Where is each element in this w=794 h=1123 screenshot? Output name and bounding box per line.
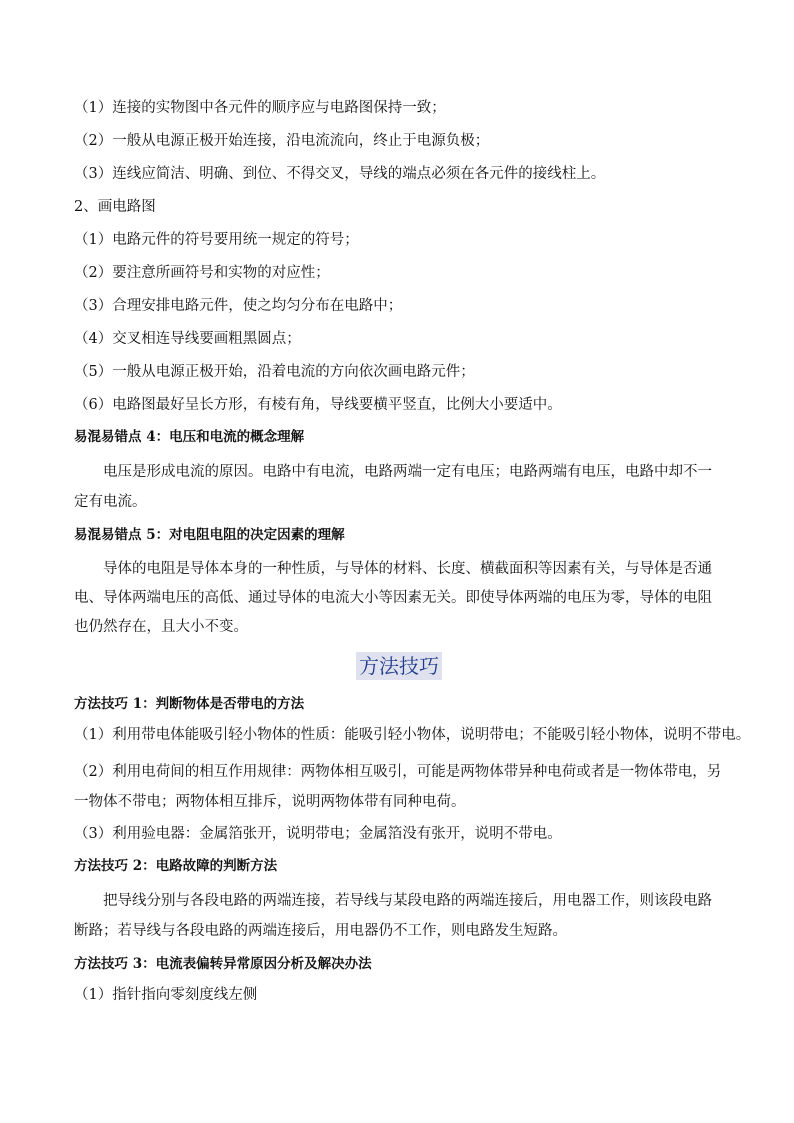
method3-line: （1）指针指向零刻度线左侧 (74, 987, 258, 1003)
methods-section-title: 方法技巧 (356, 652, 442, 680)
methods-section-header (74, 652, 724, 680)
rule-line: （2）要注意所画符号和实物的对应性； (74, 265, 330, 281)
rule-line: （1）电路元件的符号要用统一规定的符号； (74, 232, 359, 248)
method1-title: 方法技巧 1：判断物体是否带电的方法 (74, 696, 305, 712)
rule-line: （5）一般从电源正极开始，沿着电流的方向依次画电路元件； (74, 364, 475, 380)
rule-line: （4）交叉相连导线要画粗黑圆点； (74, 331, 301, 347)
point5-body: 导体的电阻是导体本身的一种性质，与导体的材料、长度、横截面积等因素有关，与导体是否通电、导体两端电压的高低、通过导体的电流大小等因素无关。即使导体两端的电压为零，导体的电阻也仍然存在，且大小不变。 (74, 561, 712, 635)
method2-title: 方法技巧 2：电路故障的判断方法 (74, 858, 278, 874)
rule-line: （2）一般从电源正极开始连接，沿电流流向，终止于电源负极； (74, 133, 490, 149)
rule-line: （3）合理安排电路元件，使之均匀分布在电路中； (74, 298, 403, 314)
method2-body: 把导线分别与各段电路的两端连接，若导线与某段电路的两端连接后，用电器工作，则该段电路断路；若导线与各段电路的两端连接后，用电器仍不工作，则电路发生短路。 (74, 893, 712, 939)
method1-line: （2）利用电荷间的相互作用规律：两物体相互吸引，可能是两物体带异种电荷或者是一物体带电，另一物体不带电；两物体相互排斥，说明两物体带有同种电荷。 (74, 764, 722, 810)
rule-line: （6）电路图最好呈长方形，有棱有角，导线要横平竖直，比例大小要适中。 (74, 397, 562, 413)
point4-title: 易混易错点 4：电压和电流的概念理解 (74, 429, 305, 445)
rule-line: （1）连接的实物图中各元件的顺序应与电路图保持一致； (74, 100, 446, 116)
page-content (74, 97, 751, 1017)
method1-line: （1）利用带电体能吸引轻小物体的性质：能吸引轻小物体，说明带电；不能吸引轻小物体，说明不带电。 (74, 727, 751, 743)
subheading-draw-circuit: 2、画电路图 (74, 199, 156, 215)
rule-line: （3）连线应简洁、明确、到位、不得交叉，导线的端点必须在各元件的接线柱上。 (74, 166, 606, 182)
method3-title: 方法技巧 3：电流表偏转异常原因分析及解决办法 (74, 956, 372, 972)
method1-line: （3）利用验电器：金属箔张开，说明带电；金属箔没有张开，说明不带电。 (74, 826, 562, 842)
point4-body: 电压是形成电流的原因。电路中有电流，电路两端一定有电压；电路两端有电压，电路中却不一定有电流。 (74, 464, 712, 510)
point5-title: 易混易错点 5：对电阻电阻的决定因素的理解 (74, 527, 345, 543)
